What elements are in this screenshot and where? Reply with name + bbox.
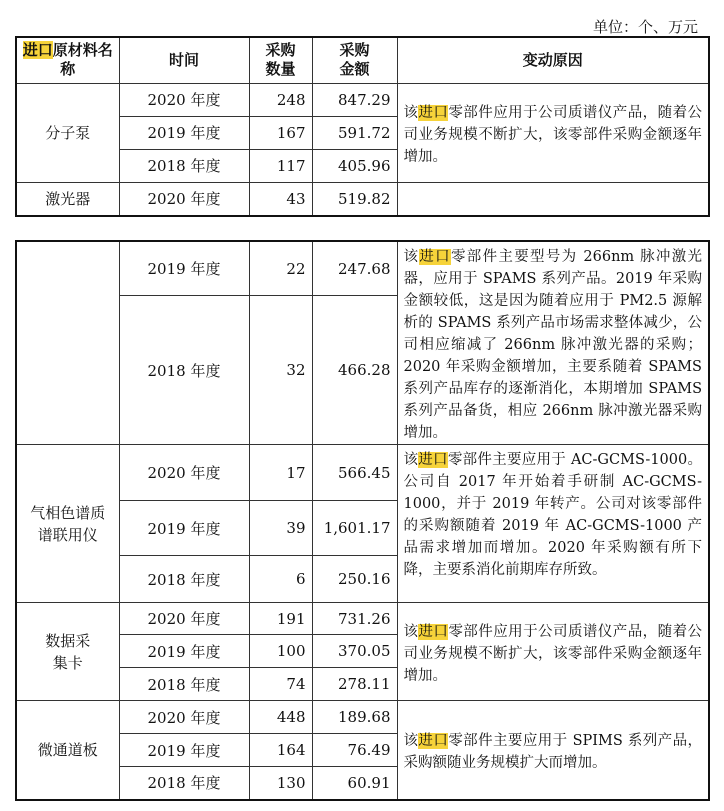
year-cell: 2020 年度 [119,182,249,216]
header-material: 进口原材料名称 [16,37,119,83]
amount-cell: 278.11 [312,668,397,701]
amount-cell: 189.68 [312,701,397,734]
table-row [16,445,709,501]
table-row [16,241,709,296]
year-cell: 2020 年度 [119,445,249,501]
header-qty: 采购数量 [249,37,312,83]
amount-cell: 76.49 [312,734,397,767]
year-cell: 2020 年度 [119,83,249,116]
qty-cell: 248 [249,83,312,116]
amount-cell: 466.28 [312,296,397,445]
year-cell: 2018 年度 [119,668,249,701]
reason-cell: 该进口零部件主要应用于 SPIMS 系列产品，采购额随业务规模扩大而增加。 [397,701,709,800]
year-cell: 2019 年度 [119,635,249,668]
reason-cell: 该进口零部件应用于公司质谱仪产品，随着公司业务规模不断扩大，该零部件采购金额逐年增加。 [397,83,709,182]
material-name: 激光器 [16,182,119,216]
amount-cell: 519.82 [312,182,397,216]
qty-cell: 117 [249,149,312,182]
material-name: 气相色谱质谱联用仪 [16,445,119,603]
qty-cell: 164 [249,734,312,767]
amount-cell: 370.05 [312,635,397,668]
amount-cell: 566.45 [312,445,397,501]
qty-cell: 22 [249,241,312,296]
reason-cell: 该进口零部件应用于公司质谱仪产品，随着公司业务规模不断扩大，该零部件采购金额逐年增加。 [397,603,709,701]
material-name: 分子泵 [16,83,119,182]
amount-cell: 405.96 [312,149,397,182]
unit-label: 单位：个、万元 [592,18,698,36]
year-cell: 2018 年度 [119,296,249,445]
amount-cell: 247.68 [312,241,397,296]
qty-cell: 39 [249,501,312,556]
amount-cell: 60.91 [312,767,397,800]
material-name: 数据采集卡 [16,603,119,701]
year-cell: 2019 年度 [119,501,249,556]
material-name: 微通道板 [16,701,119,800]
amount-cell: 591.72 [312,116,397,149]
qty-cell: 191 [249,603,312,635]
year-cell: 2019 年度 [119,241,249,296]
header-reason: 变动原因 [397,37,709,83]
year-cell: 2018 年度 [119,556,249,603]
table-row [16,701,709,734]
qty-cell: 17 [249,445,312,501]
material-name-continued [16,241,119,445]
amount-cell: 250.16 [312,556,397,603]
qty-cell: 167 [249,116,312,149]
table-row [16,83,709,116]
qty-cell: 74 [249,668,312,701]
amount-cell: 731.26 [312,603,397,635]
year-cell: 2020 年度 [119,701,249,734]
purchase-table-part1 [15,36,710,217]
qty-cell: 100 [249,635,312,668]
header-time: 时间 [119,37,249,83]
reason-cell [397,182,709,216]
reason-cell: 该进口零部件主要应用于 AC-GCMS-1000。公司自 2017 年开始着手研制 AC-GCMS-1000，并于 2019 年转产。公司对该零部件的采购额随着 2019 年 AC-GCMS-1000 产品需求增加而增加。2020 年采购额有所下降，主要系消化前期库存所致。 [397,445,709,603]
table-row [16,182,709,216]
amount-cell: 1,601.17 [312,501,397,556]
reason-cell: 该进口零部件主要型号为 266nm 脉冲激光器，应用于 SPAMS 系列产品。2019 年采购金额较低，这是因为随着应用于 PM2.5 源解析的 SPAMS 系列产品市场需求整体减少，公司相应缩减了 266nm 脉冲激光器的采购；2020 年采购金额增加，主要系随着 SPAMS 系列产品库存的逐渐消化，本期增加 SPAMS 系列产品备货，相应 266nm 脉冲激光器采购增加。 [397,241,709,445]
header-amount: 采购金额 [312,37,397,83]
amount-cell: 847.29 [312,83,397,116]
year-cell: 2018 年度 [119,149,249,182]
year-cell: 2018 年度 [119,767,249,800]
year-cell: 2019 年度 [119,734,249,767]
year-cell: 2019 年度 [119,116,249,149]
table-row [16,603,709,635]
header-row [16,37,709,83]
purchase-table-part2 [15,240,710,801]
year-cell: 2020 年度 [119,603,249,635]
qty-cell: 6 [249,556,312,603]
qty-cell: 448 [249,701,312,734]
qty-cell: 130 [249,767,312,800]
qty-cell: 32 [249,296,312,445]
qty-cell: 43 [249,182,312,216]
